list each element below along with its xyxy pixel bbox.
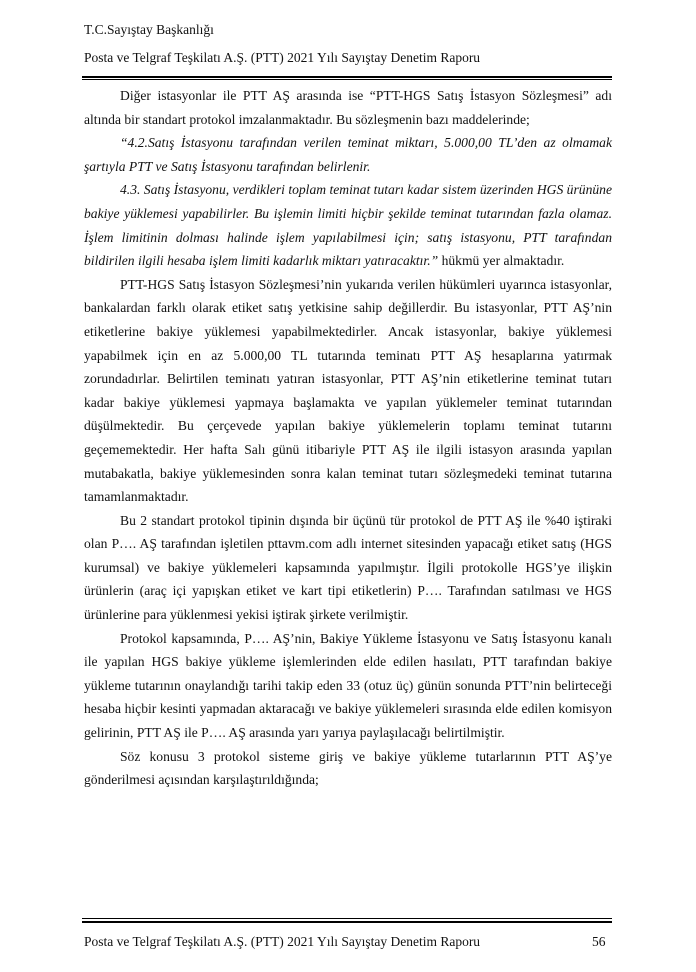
header-institution: T.C.Sayıştay Başkanlığı (84, 22, 214, 37)
paragraph-5-text: Bu 2 standart protokol tipinin dışında bir üçünü tür protokol de PTT AŞ ile %40 iştiraki olan P…. AŞ tarafından işletilen pttavm.com adlı internet sitesinden yapacağı etiket satış (HGS kurumsal) ve bakiye yüklemeleri kapsamında yapılmıştır. İlgili protokolle HGS’ye ilişkin ürünlerin (araç içi yapışkan etiket ve kart tipi etiketlerin) P…. Tarafından satılması ve HGS ürünlerine para yüklenmesi yekisi iştirak şirkete verilmiştir. (84, 512, 612, 623)
paragraph-3-quote (84, 178, 612, 272)
footer-rule-thin (82, 918, 612, 919)
footer-rule (82, 921, 612, 923)
report-body (84, 84, 612, 792)
page-number: 56 (592, 934, 606, 949)
paragraph-1 (84, 84, 612, 131)
paragraph-2-quote-text: “4.2.Satış İstasyonu tarafından verilen teminat miktarı, 5.000,00 TL’den az olmamak şartıyla PTT ve Satış İstasyonu tarafından belirlenir. (84, 135, 612, 174)
paragraph-2-quote (84, 131, 612, 178)
header-rule (82, 76, 612, 78)
paragraph-6 (84, 627, 612, 745)
paragraph-1-text: Diğer istasyonlar ile PTT AŞ arasında ise “PTT-HGS Satış İstasyon Sözleşmesi” adı altında bir standart protokol imzalanmaktadır. Bu sözleşmenin bazı maddelerinde; (84, 88, 612, 127)
paragraph-4 (84, 273, 612, 509)
paragraph-3-quote-text: 4.3. Satış İstasyonu, verdikleri toplam teminat tutarı kadar sistem üzerinden HGS ürününe bakiye yüklemesi yapabilirler. Bu işlemin limiti hiçbir şekilde teminat tutarından fazla olamaz. İşlem limitinin dolması halinde işlem yapılabilmesi için; satış istasyonu, PTT tarafından bildirilen ilgili hesaba işlem limiti kadarlık miktarı yatıracaktır.” (84, 182, 612, 269)
paragraph-3-tail: hükmü yer almaktadır. (438, 253, 565, 269)
paragraph-7 (84, 745, 612, 792)
header-rule-thin (82, 79, 612, 80)
paragraph-4-text: PTT-HGS Satış İstasyon Sözleşmesi’nin yukarıda verilen hükümleri uyarınca istasyonlar, bankalardan farklı olarak etiket satış yetkisine sahip değillerdir. Bu istasyonlar, PTT AŞ’nin etiketlerine bakiye yüklemesi yapabilmektedirler. Ancak istasyonlar, bakiye yüklemesi yapabilmek için en az 5.000,00 TL tutarında teminatı PTT AŞ hesaplarına yatırmak zorundadırlar. Belirtilen teminatı yatıran istasyonlar, PTT AŞ’nin etiketlerine teminat tutarı kadar bakiye yüklemesi yapmaya başlamakta ve yapılan yüklemeler teminat tutarından düşülmektedir. Bu çerçevede yapılan bakiye yüklemelerin toplamı teminat tutarını geçememektedir. Her hafta Salı günü itibariyle PTT AŞ ile ilgili istasyon arasında yapılan mutabakatla, bakiye yüklemesinden sonra kalan teminat tutarı sözleşmedeki teminat tutarına tamamlanmaktadır. (84, 276, 612, 505)
paragraph-6-text: Protokol kapsamında, P…. AŞ’nin, Bakiye Yükleme İstasyonu ve Satış İstasyonu kanalı ile yapılan HGS bakiye yükleme işlemlerinden elde edilen hasılatı, PTT tarafından bakiye yükleme tutarının onaylandığı tarihi takip eden 33 (otuz üç) günün sonunda PTT’nin belirteceği hesaba hiçbir kesinti yapmadan aktaracağı ve bakiye yüklemeleri sırasında elde edilen komisyon gelirinin, PTT AŞ ile P…. AŞ arasında yarı yarıya paylaşılacağı belirtilmiştir. (84, 630, 612, 741)
footer-report-title: Posta ve Telgraf Teşkilatı A.Ş. (PTT) 2021 Yılı Sayıştay Denetim Raporu (84, 934, 481, 949)
header-report-title: Posta ve Telgraf Teşkilatı A.Ş. (PTT) 2021 Yılı Sayıştay Denetim Raporu (84, 50, 481, 65)
paragraph-7-text: Söz konusu 3 protokol sisteme giriş ve bakiye yükleme tutarlarının PTT AŞ’ye gönderilmesi açısından karşılaştırıldığında; (84, 748, 612, 788)
paragraph-5 (84, 509, 612, 627)
